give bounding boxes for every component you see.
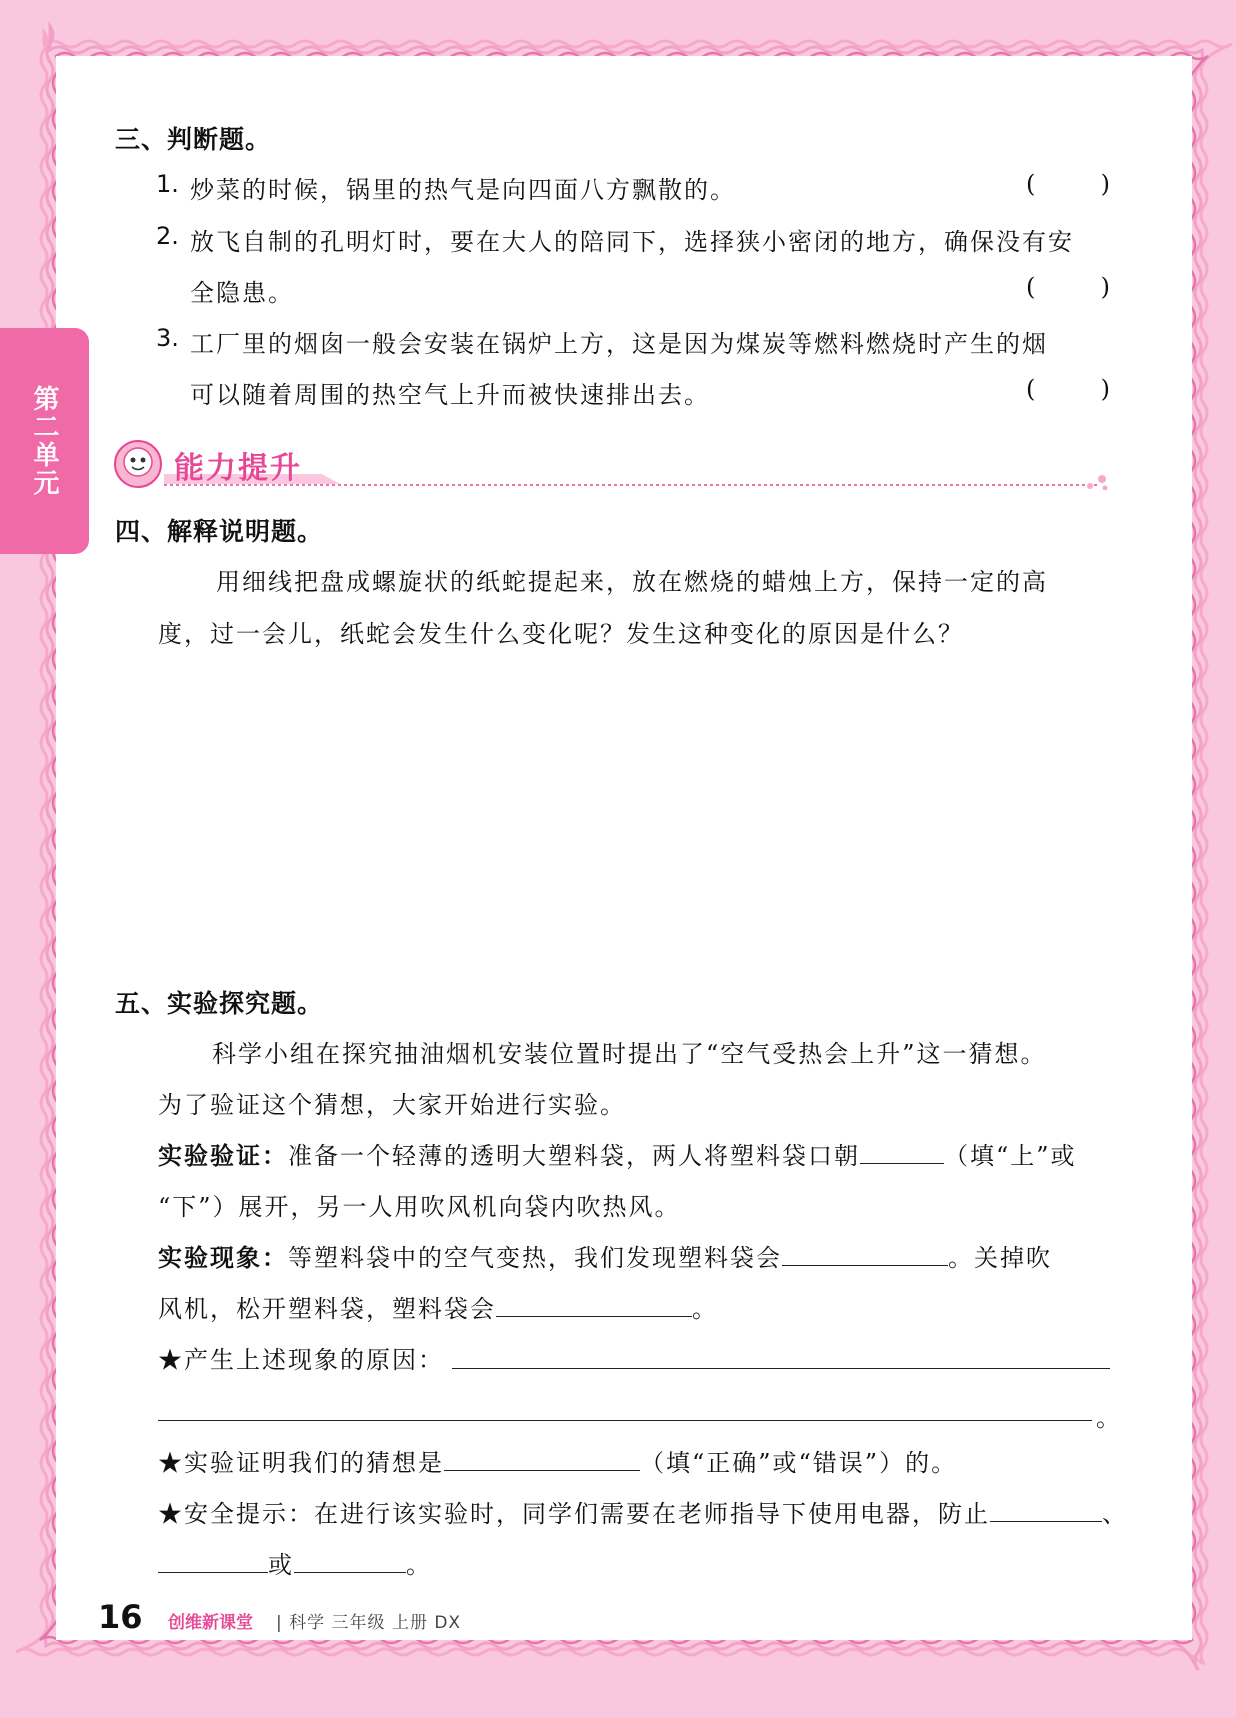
phenomenon-text-b: 。关掉吹 bbox=[948, 1244, 1052, 1272]
q2-line1: 放飞自制的孔明灯时，要在大人的陪同下，选择狭小密闭的地方，确保没有安 bbox=[190, 228, 1074, 256]
q1-answer-paren bbox=[1026, 170, 1110, 198]
q2-answer-paren bbox=[1026, 273, 1110, 301]
phenomenon-text-a: 等塑料袋中的空气变热，我们发现塑料袋会 bbox=[288, 1244, 782, 1272]
unit-side-tab bbox=[0, 328, 89, 554]
section4-title: 四、解释说明题。 bbox=[115, 517, 324, 546]
prove-blank[interactable] bbox=[444, 1448, 640, 1471]
prove-text-a: ★实验证明我们的猜想是 bbox=[158, 1449, 444, 1477]
q3-answer-paren bbox=[1026, 375, 1110, 403]
paren-open: ( bbox=[1026, 273, 1036, 301]
safety-blank-3[interactable] bbox=[294, 1550, 406, 1573]
q2-line2: 全隐患。 bbox=[190, 279, 294, 307]
verify-blank[interactable] bbox=[860, 1141, 944, 1164]
safety-blank-1[interactable] bbox=[990, 1499, 1102, 1522]
verify-text-b: （填“上”或 bbox=[944, 1142, 1077, 1170]
verify-label: 实验验证： bbox=[158, 1142, 288, 1170]
phenomenon-row bbox=[158, 1238, 1052, 1273]
phenomenon-blank-1[interactable] bbox=[782, 1243, 948, 1266]
safety-end: 。 bbox=[406, 1551, 432, 1579]
safety-blank-2[interactable] bbox=[158, 1550, 268, 1573]
footer-book-info: | 科学 三年级 上册 DX bbox=[276, 1613, 462, 1633]
safety-row-2 bbox=[158, 1545, 432, 1580]
q2-number: 2. bbox=[156, 222, 179, 250]
q3-number: 3. bbox=[156, 324, 179, 352]
page-number: 16 bbox=[98, 1598, 143, 1636]
verify-row bbox=[158, 1136, 1077, 1171]
paren-open: ( bbox=[1026, 375, 1036, 403]
section5-intro1: 科学小组在探究抽油烟机安装位置时提出了“空气受热会上升”这一猜想。 bbox=[212, 1040, 1047, 1068]
section4-line2: 度，过一会儿，纸蛇会发生什么变化呢？发生这种变化的原因是什么？ bbox=[158, 620, 964, 648]
safety-sep: 、 bbox=[1102, 1500, 1128, 1528]
reason-blank-2[interactable] bbox=[158, 1420, 1092, 1421]
section4-line1: 用细线把盘成螺旋状的纸蛇提起来，放在燃烧的蜡烛上方，保持一定的高 bbox=[216, 568, 1048, 596]
safety-text-a: ★安全提示：在进行该实验时，同学们需要在老师指导下使用电器，防止 bbox=[158, 1500, 990, 1528]
paren-close: ) bbox=[1100, 273, 1110, 301]
verify-text-a: 准备一个轻薄的透明大塑料袋，两人将塑料袋口朝 bbox=[288, 1142, 860, 1170]
phenomenon-label: 实验现象： bbox=[158, 1244, 288, 1272]
phenomenon-text-c: 风机，松开塑料袋，塑料袋会 bbox=[158, 1295, 496, 1323]
reason-label: ★产生上述现象的原因： bbox=[158, 1346, 444, 1374]
section5-title: 五、实验探究题。 bbox=[115, 989, 324, 1018]
reason-blank-1[interactable] bbox=[452, 1368, 1110, 1369]
footer-brand: 创维新课堂 bbox=[168, 1613, 253, 1633]
phenomenon-row-2 bbox=[158, 1289, 718, 1324]
section3-title: 三、判断题。 bbox=[115, 125, 272, 154]
prove-row bbox=[158, 1443, 957, 1478]
section5-intro2: 为了验证这个猜想，大家开始进行实验。 bbox=[158, 1091, 626, 1119]
safety-row bbox=[158, 1494, 1128, 1529]
verify-text-c: “下”）展开，另一人用吹风机向袋内吹热风。 bbox=[158, 1193, 681, 1221]
q3-line2: 可以随着周围的热空气上升而被快速排出去。 bbox=[190, 381, 710, 409]
q1-text: 炒菜的时候，锅里的热气是向四面八方飘散的。 bbox=[190, 176, 736, 204]
paren-close: ) bbox=[1100, 170, 1110, 198]
phenomenon-blank-2[interactable] bbox=[496, 1294, 692, 1317]
paren-open: ( bbox=[1026, 170, 1036, 198]
prove-text-b: （填“正确”或“错误”）的。 bbox=[640, 1449, 958, 1477]
paren-close: ) bbox=[1100, 375, 1110, 403]
reason-end: 。 bbox=[1096, 1404, 1122, 1432]
q3-line1: 工厂里的烟囱一般会安装在锅炉上方，这是因为煤炭等燃料燃烧时产生的烟 bbox=[190, 330, 1048, 358]
ability-banner-title: 能力提升 bbox=[174, 451, 302, 486]
q1-number: 1. bbox=[156, 170, 179, 198]
unit-side-tab-label: 第二单元 bbox=[29, 385, 59, 497]
phenomenon-text-d: 。 bbox=[692, 1295, 718, 1323]
safety-or: 或 bbox=[268, 1551, 294, 1579]
